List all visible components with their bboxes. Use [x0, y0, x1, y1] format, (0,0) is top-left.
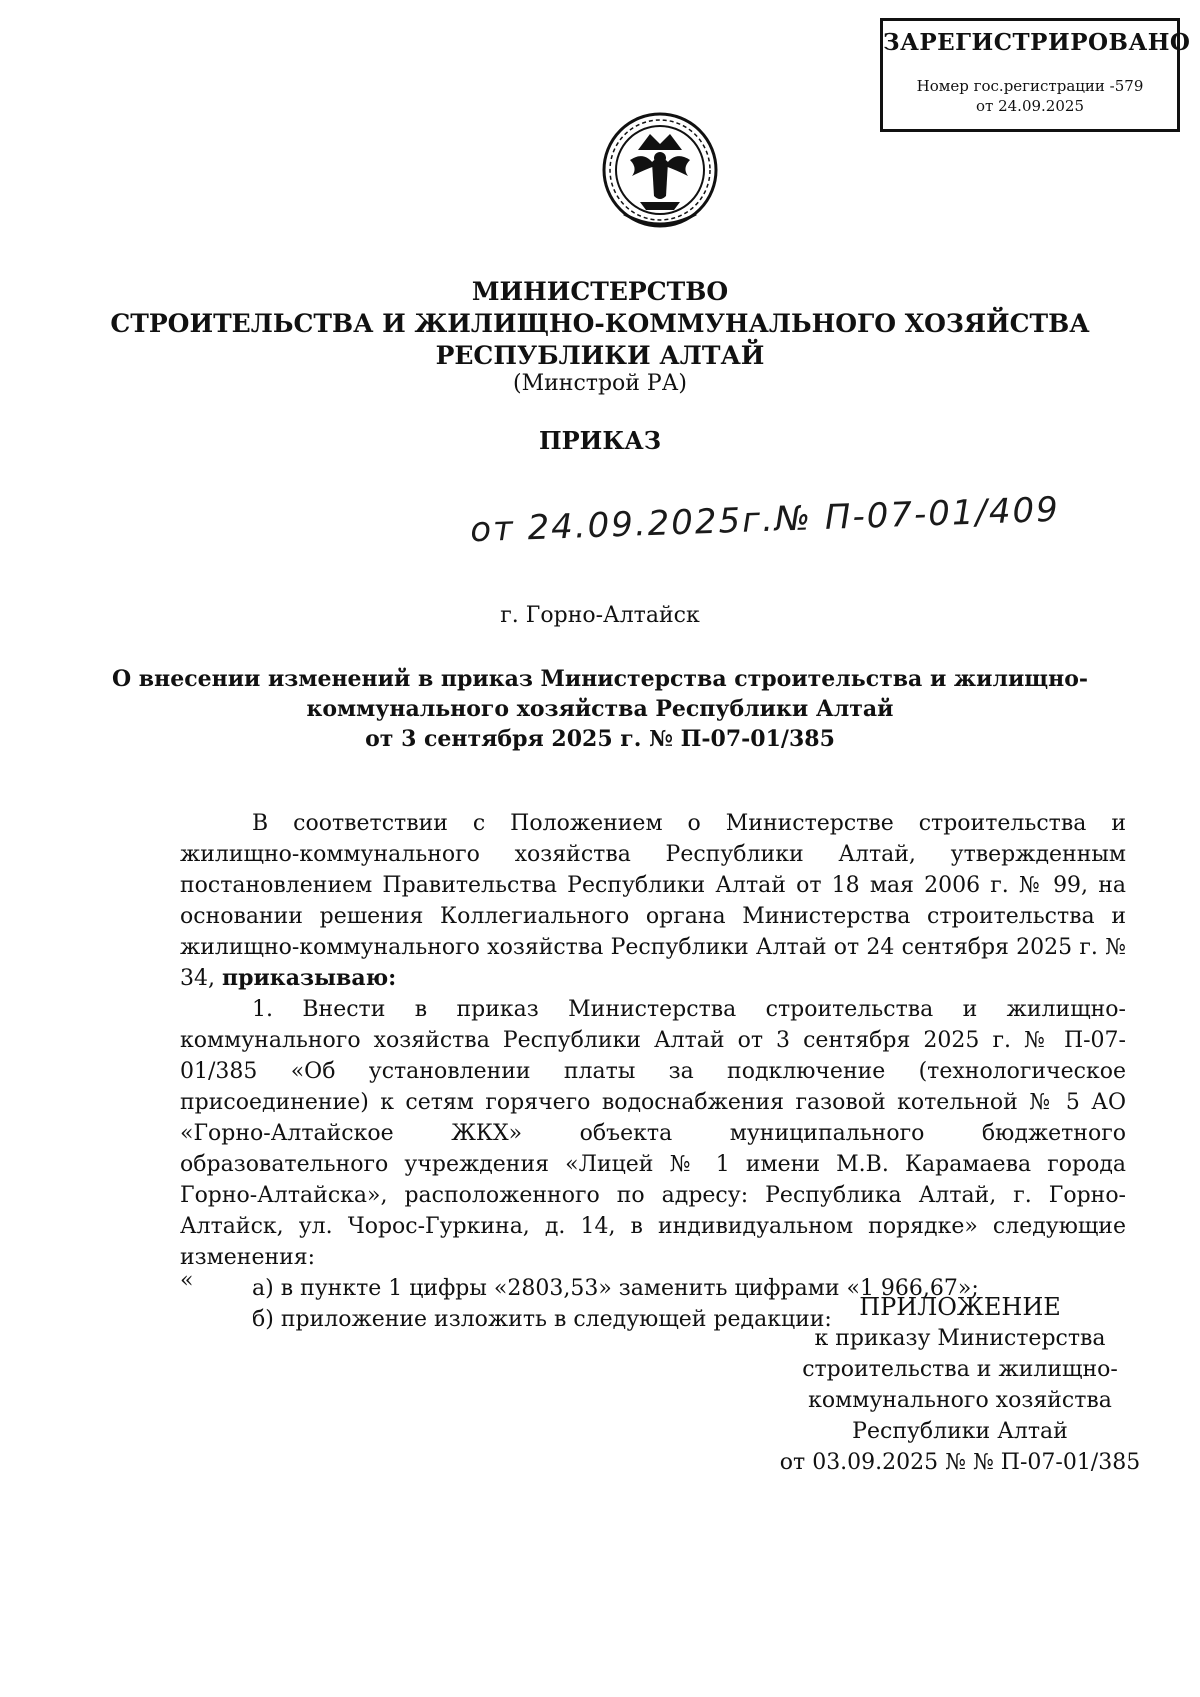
document-subject	[0, 664, 1200, 754]
document-body	[180, 808, 1126, 1335]
ministry-name	[0, 276, 1200, 372]
subject-line-3: от 3 сентября 2025 г. № П-07-01/385	[365, 726, 835, 752]
ministry-line-3: РЕСПУБЛИКИ АЛТАЙ	[435, 341, 765, 370]
preamble-paragraph	[180, 808, 1126, 994]
ministry-line-2: СТРОИТЕЛЬСТВА И ЖИЛИЩНО-КОММУНАЛЬНОГО ХОЗЯЙСТВА	[110, 309, 1090, 338]
coat-of-arms-icon	[600, 110, 720, 236]
stamp-title: ЗАРЕГИСТРИРОВАНО	[883, 29, 1191, 56]
ministry-short-name: (Минстрой РА)	[513, 371, 687, 396]
document-type: ПРИКАЗ	[538, 426, 662, 455]
handwritten-date-number: от 24.09.2025г.№ П-07-01/409	[469, 489, 1061, 551]
ministry-line-1: МИНИСТЕРСТВО	[471, 277, 729, 306]
stamp-reg-date: от 24.09.2025	[976, 97, 1084, 115]
item-a-paragraph: а) в пункте 1 цифры «2803,53» заменить цифрами «1 966,67»;	[252, 1276, 979, 1301]
city: г. Горно-Алтайск	[500, 603, 700, 628]
item-1-paragraph: 1. Внести в приказ Министерства строительства и жилищно-коммунального хозяйства Республики Алтай от 3 сентября 2025 г. № П-07-01/385 «Об установлении платы за подключение (технологическое присоединение) к сетям горячего водоснабжения газовой котельной № 5 АО «Горно-Алтайское ЖКХ» объекта муниципального бюджетного образовательного учреждения «Лицей № 1 имени М.В. Карамаева города Горно-Алтайска», расположенного по адресу: Республика Алтай, г. Горно-Алтайск, ул. Чорос-Гуркина, д. 14, в индивидуальном порядке» следующие изменения:	[180, 997, 1126, 1270]
stamp-reg-number: Номер гос.регистрации -579	[916, 77, 1144, 95]
item-b-paragraph: б) приложение изложить в следующей редакции:	[252, 1307, 832, 1332]
subject-line-2: коммунального хозяйства Республики Алтай	[306, 696, 894, 722]
opening-quote-mark: «	[180, 1268, 194, 1293]
appendix-title: ПРИЛОЖЕНИЕ	[859, 1293, 1061, 1321]
preamble-text: В соответствии с Положением о Министерстве строительства и жилищно-коммунального хозяйства Республики Алтай, утвержденным постановлением Правительства Республики Алтай от 18 мая 2006 г. № 99, на основании решения Коллегиального органа Министерства строительства и жилищно-коммунального хозяйства Республики Алтай от 24 сентября 2025 г. № 34,	[180, 811, 1126, 991]
appendix-line-4: Республики Алтай	[852, 1419, 1068, 1444]
appendix-line-1: к приказу Министерства	[814, 1326, 1106, 1351]
appendix-line-3: коммунального хозяйства	[808, 1388, 1112, 1413]
subject-line-1: О внесении изменений в приказ Министерства строительства и жилищно-	[111, 666, 1089, 692]
appendix-block	[760, 1292, 1160, 1478]
registration-stamp	[880, 18, 1191, 132]
order-word: приказываю:	[222, 965, 397, 991]
appendix-line-5: от 03.09.2025 № № П-07-01/385	[779, 1450, 1141, 1475]
appendix-line-2: строительства и жилищно-	[802, 1357, 1118, 1382]
